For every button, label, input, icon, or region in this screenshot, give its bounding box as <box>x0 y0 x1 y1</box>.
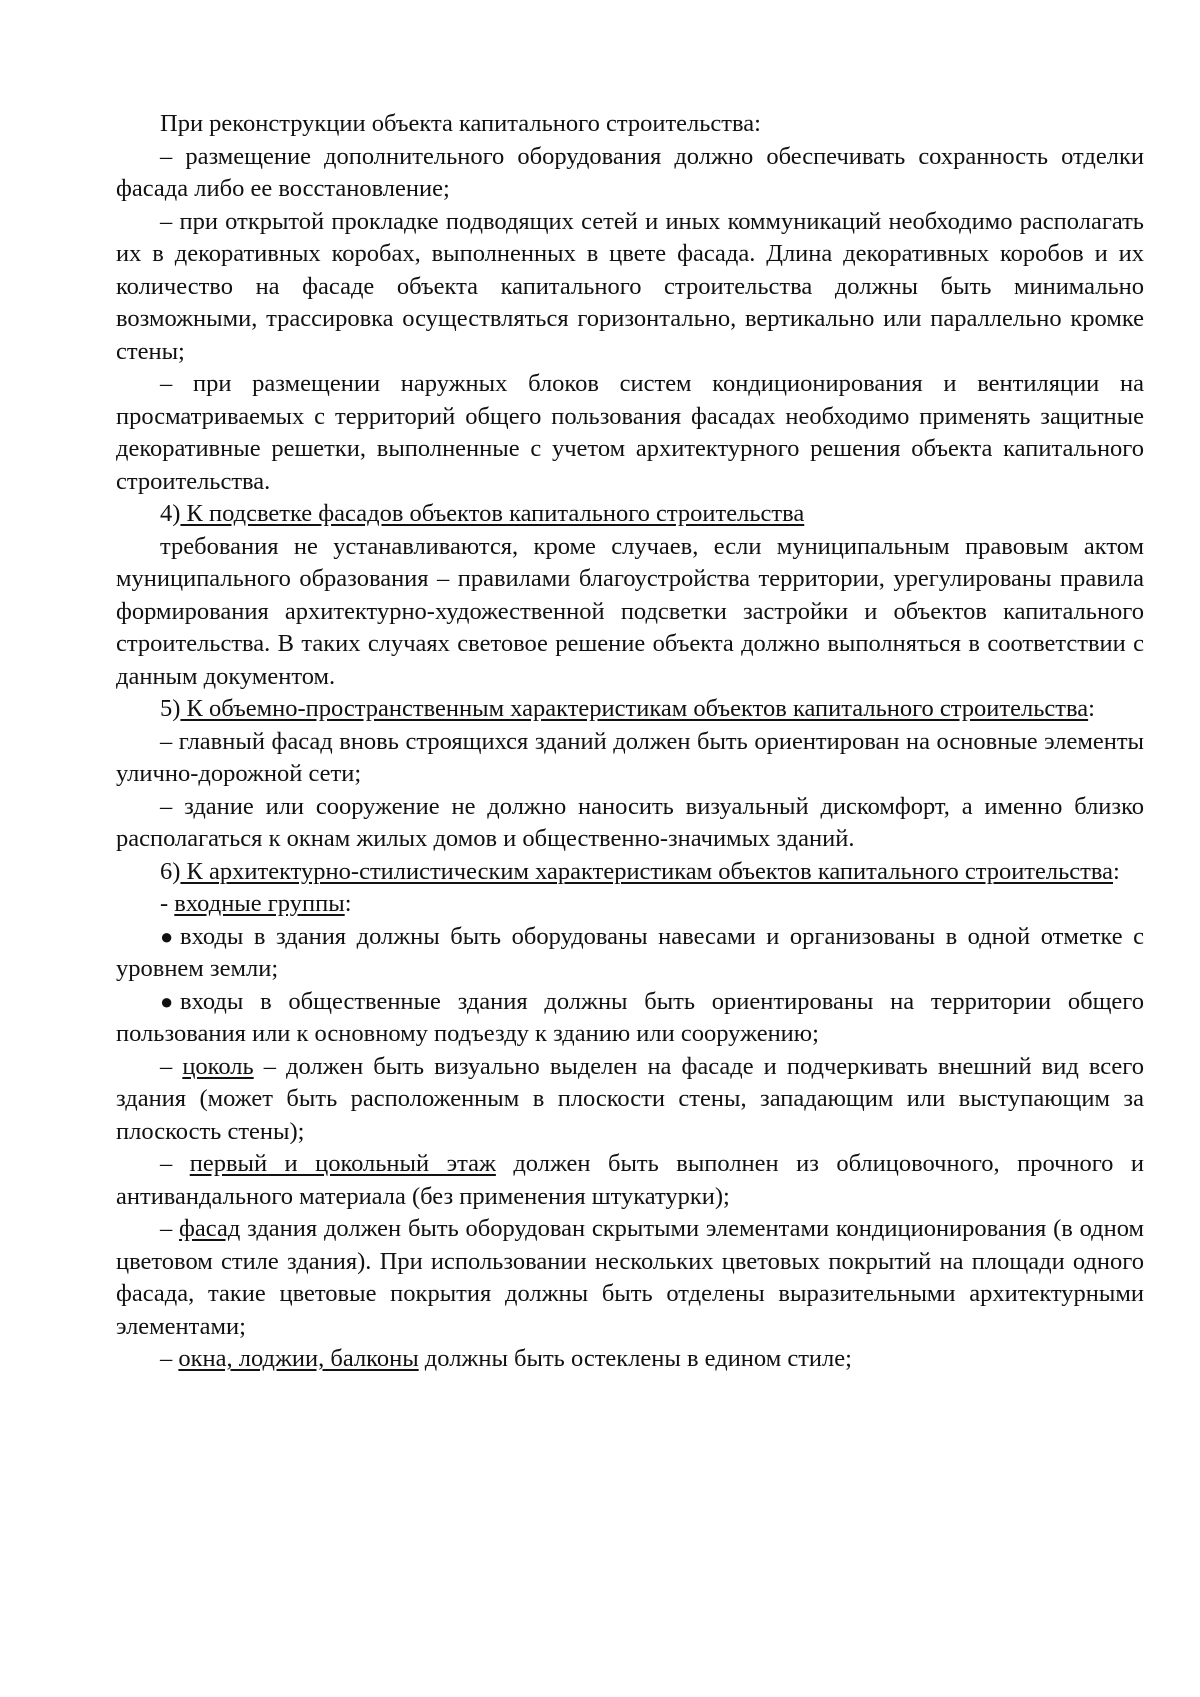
term-plinth: цоколь <box>182 1052 254 1080</box>
heading-text: К подсветке фасадов объектов капитального строительства <box>180 500 805 527</box>
heading-number: 4) <box>160 500 181 527</box>
paragraph-windows: – окна, лоджии, балконы должны быть остеклены в едином стиле; <box>160 1345 852 1372</box>
paragraph-visual-discomfort: – здание или сооружение не должно наносить визуальный дискомфорт, а именно близко располагаться к окнам жилых домов и общественно-значимых зданий. <box>116 792 1144 852</box>
bullet-icon: ● <box>160 988 174 1014</box>
paragraph-plinth: – цоколь – должен быть визуально выделен на фасаде и подчеркивать внешний вид всего здания (может быть расположенным в плоскости стены, западающим или выступающим за плоскость стены); <box>116 1052 1144 1145</box>
paragraph-lighting: требования не устанавливаются, кроме случаев, если муниципальным правовым актом муниципального образования – правилами благоустройства территории, урегулированы правила формирования архитектурно-художественной подсветки застройки и объектов капитального строительства. В таких случаях световое решение объекта должно выполняться в соответствии с данным документом. <box>116 532 1144 690</box>
heading-architectural-style: 6) К архитектурно-стилистическим характеристикам объектов капитального строительства: <box>160 857 1120 885</box>
bullet-item-public-entrances: ● входы в общественные здания должны быть ориентированы на территории общего пользования или к основному подъезду к зданию или сооружению; <box>116 987 1144 1047</box>
heading-number: 6) <box>160 857 181 885</box>
bullet-icon: ● <box>160 923 174 949</box>
paragraph-intro: При реконструкции объекта капитального строительства: <box>160 110 761 137</box>
term-facade: фасад <box>179 1215 241 1242</box>
bullet-item-entrances: ● входы в здания должны быть оборудованы навесами и организованы в одной отметке с уровнем земли; <box>116 922 1144 982</box>
heading-text: К объемно-пространственным характеристикам объектов капитального строительства <box>180 695 1089 722</box>
paragraph-networks: – при открытой прокладке подводящих сетей и иных коммуникаций необходимо располагать их в декоративных коробах, выполненных в цвете фасада. Длина декоративных коробов и их количество на фасаде объекта капитального строительства должны быть минимально возможными, трассировка осуществляться горизонтально, вертикально или параллельно кромке стены; <box>116 207 1144 365</box>
heading-lighting <box>116 498 1144 531</box>
paragraph-facade: – фасад здания должен быть оборудован скрытыми элементами кондиционирования (в одном цветовом стиле здания). При использовании нескольких цветовых покрытий на площади одного фасада, такие цветовые покрытия должны быть отделены выразительными архитектурными элементами; <box>116 1215 1144 1340</box>
paragraph-entry-groups: - входные группы: <box>160 890 352 917</box>
paragraph-main-facade: – главный фасад вновь строящихся зданий должен быть ориентирован на основные элементы улично-дорожной сети; <box>116 727 1144 787</box>
term-entry-groups: входные группы <box>174 890 345 917</box>
paragraph-equipment: – размещение дополнительного оборудования должно обеспечивать сохранность отделки фасада либо ее восстановление; <box>116 142 1144 202</box>
paragraph-ventilation: – при размещении наружных блоков систем кондиционирования и вентиляции на просматриваемых с территорий общего пользования фасадах необходимо применять защитные декоративные решетки, выполненные с учетом архитектурного решения объекта капитального строительства. <box>116 370 1144 495</box>
paragraph-ground-floor: – первый и цокольный этаж должен быть выполнен из облицовочного, прочного и антивандального материала (без применения штукатурки); <box>116 1150 1144 1210</box>
heading-volume-spatial: 5) К объемно-пространственным характеристикам объектов капитального строительства: <box>160 695 1095 722</box>
heading-number: 5) <box>160 695 181 722</box>
heading-text: К архитектурно-стилистическим характеристикам объектов капитального строительства <box>180 857 1113 885</box>
term-windows: окна, лоджии, балконы <box>178 1345 419 1372</box>
term-ground-floor: первый и цокольный этаж <box>189 1150 496 1177</box>
